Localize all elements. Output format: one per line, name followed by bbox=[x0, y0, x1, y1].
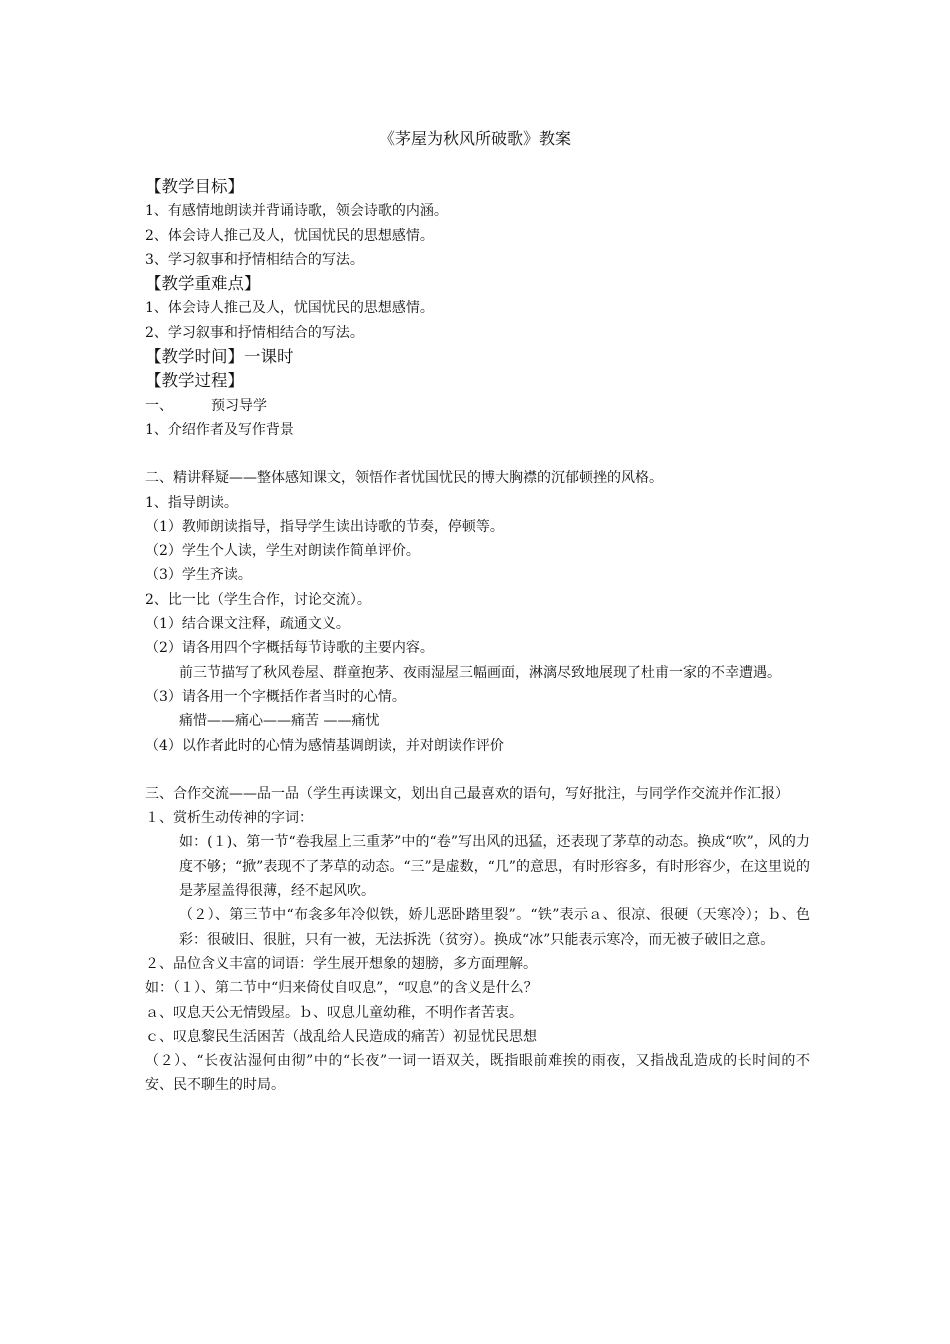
section-three-item-1: １、赏析生动传神的字词： bbox=[145, 810, 313, 827]
heading-teaching-goals: 【教学目标】 bbox=[145, 177, 244, 196]
section-two-item-2: 2、比一比（学生合作，讨论交流）。 bbox=[145, 591, 371, 608]
section-one-heading bbox=[145, 394, 810, 418]
heading-teaching-process: 【教学过程】 bbox=[145, 371, 244, 391]
section-two-subitem: （1）教师朗读指导，指导学生读出诗歌的节奏，停顿等。 bbox=[145, 518, 504, 535]
mood-chain: 痛惜——痛心——痛苦 ——痛忧 bbox=[179, 713, 380, 730]
document-title: 《茅屋为秋风所破歌》教案 bbox=[378, 129, 571, 148]
section-two-heading: 二、精讲释疑——整体感知课文，领悟作者忧国忧民的博大胸襟的沉郁顿挫的风格。 bbox=[145, 470, 663, 487]
summary-paragraph: 前三节描写了秋风卷屋、群童抱茅、夜雨湿屋三幅画面，淋漓尽致地展现了杜甫一家的不幸遭遇。 bbox=[179, 664, 781, 681]
section-two-subitem: （3）学生齐读。 bbox=[145, 567, 252, 584]
section-two-subitem: （2）请各用四个字概括每节诗歌的主要内容。 bbox=[145, 640, 434, 657]
section-two-subitem: （3）请各用一个字概括作者当时的心情。 bbox=[145, 688, 406, 705]
example-paragraph-2: （２）、第三节中“布衾多年冷似铁，娇儿恶卧踏里裂”。“铁”表示ａ、很凉、很硬（天寒冷）；ｂ、色彩：很破旧、很脏，只有一被，无法拆洗（贫穷）。换成“冰”只能表示寒冷，而无被子破旧之意。 bbox=[179, 907, 810, 948]
goal-item-2: 2、体会诗人推己及人，忧国忧民的思想感情。 bbox=[145, 227, 434, 244]
key-point-2: 2、学习叙事和抒情相结合的写法。 bbox=[145, 324, 364, 341]
example-question: 如：（１）、第二节中“归来倚仗自叹息”，“叹息”的含义是什么？ bbox=[145, 980, 538, 997]
blank-line bbox=[145, 758, 810, 782]
key-point-1: 1、体会诗人推己及人，忧国忧民的思想感情。 bbox=[145, 300, 434, 317]
section-two-subitem: （1）结合课文注释，疏通文义。 bbox=[145, 616, 350, 633]
example-paragraph-1: 如：(１)、第一节“卷我屋上三重茅”中的“卷”写出风的迅猛，还表现了茅草的动态。换成“吹”，风的力度不够；“掀”表现不了茅草的动态。“三”是虚数，“几”的意思，有时形容多，有时形容少，在这里说的是茅屋盖得很薄，经不起风吹。 bbox=[179, 834, 810, 900]
goal-item-1: 1、有感情地朗读并背诵诗歌，领会诗歌的内涵。 bbox=[145, 203, 448, 220]
section-two-subitem: （4）以作者此时的心情为感情基调朗读，并对朗读作评价 bbox=[145, 737, 504, 754]
section-two-subitem: （2）学生个人读，学生对朗读作简单评价。 bbox=[145, 543, 420, 560]
heading-teaching-time: 【教学时间】一课时 bbox=[145, 347, 294, 367]
section-one-item-1: 1、介绍作者及写作背景 bbox=[145, 421, 294, 438]
blank-line bbox=[145, 442, 810, 466]
heading-key-points: 【教学重难点】 bbox=[145, 274, 261, 294]
section-three-item-2: ２、品位含义丰富的词语：学生展开想象的翅膀，多方面理解。 bbox=[145, 955, 537, 972]
goal-item-3: 3、学习叙事和抒情相结合的写法。 bbox=[145, 251, 364, 268]
section-two-item-1: 1、指导朗读。 bbox=[145, 494, 238, 511]
example-paragraph-3: （２）、“长夜沾湿何由彻”中的“长夜”一词一语双关，既指眼前难挨的雨夜，又指战乱造成的长时间的不安、民不聊生的时局。 bbox=[145, 1053, 810, 1094]
answer-line-ab: ａ、叹息天公无情毁屋。ｂ、叹息儿童幼稚，不明作者苦衷。 bbox=[145, 1004, 523, 1021]
document-body bbox=[145, 175, 810, 1098]
section-three-heading: 三、合作交流——品一品（学生再读课文，划出自己最喜欢的语句，写好批注，与同学作交流并作汇报） bbox=[145, 785, 789, 802]
section-one-number: 一、 bbox=[145, 397, 173, 414]
answer-line-c: ｃ、叹息黎民生活困苦（战乱给人民造成的痛苦）初显忧民思想 bbox=[145, 1028, 537, 1045]
section-one-title: 预习导学 bbox=[211, 397, 267, 414]
